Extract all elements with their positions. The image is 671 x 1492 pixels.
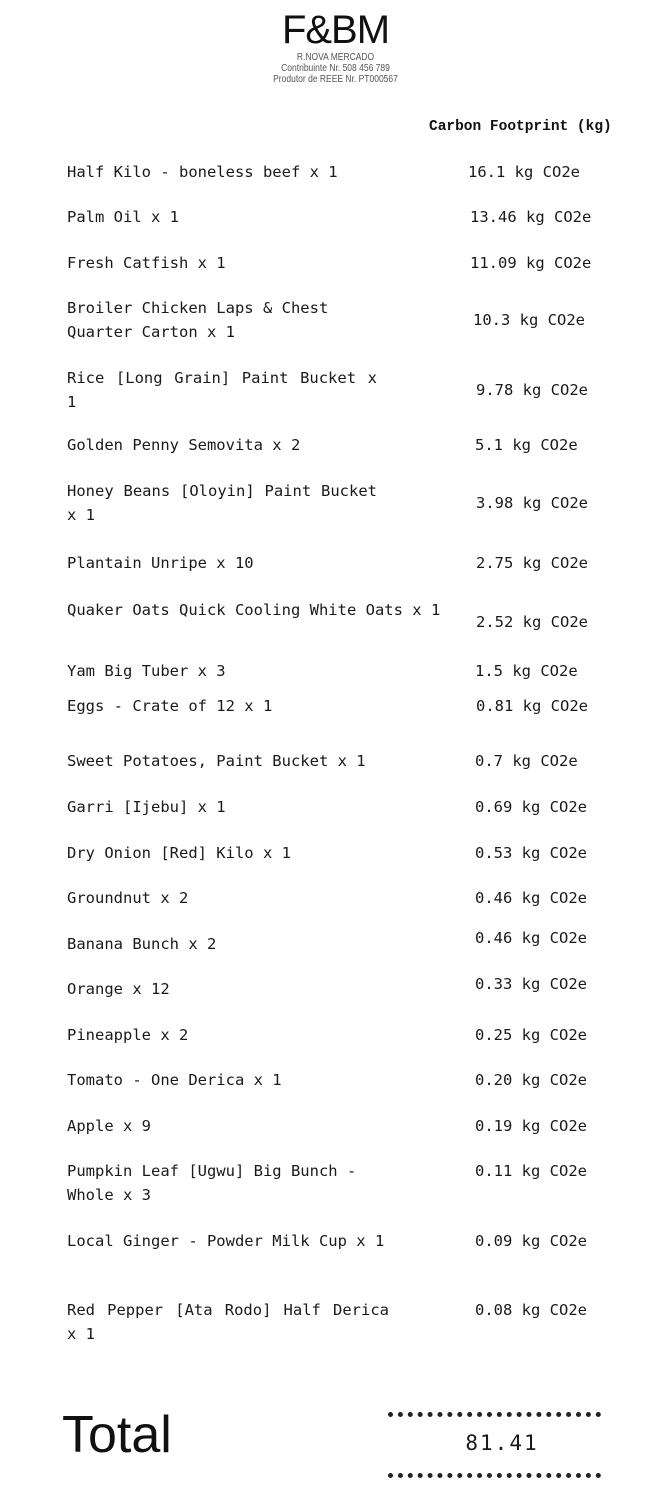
item-name: Red Pepper [Ata Rodo] Half Derica x 1 — [67, 1301, 399, 1343]
item-footprint: 1.5 kg CO2e — [475, 662, 578, 680]
item-footprint: 0.19 kg CO2e — [475, 1117, 587, 1135]
item-name: Sweet Potatoes, Paint Bucket x 1 — [67, 752, 366, 770]
item-footprint: 0.46 kg CO2e — [475, 929, 587, 947]
store-name: F&BM — [281, 8, 390, 52]
item-name: Rice [Long Grain] Paint Bucket x 1 — [67, 369, 387, 411]
item-footprint: 9.78 kg CO2e — [476, 381, 588, 399]
item-footprint: 11.09 kg CO2e — [470, 254, 592, 272]
item-name: Pumpkin Leaf [Ugwu] Big Bunch - Whole x 3 — [67, 1162, 366, 1204]
item-footprint: 0.09 kg CO2e — [475, 1232, 587, 1250]
item-name: Golden Penny Semovita x 2 — [67, 436, 301, 454]
divider-dotted-top — [388, 1412, 601, 1417]
item-name: Broiler Chicken Laps & Chest Quarter Carton x 1 — [67, 299, 338, 341]
divider-dotted-bottom — [388, 1473, 601, 1478]
item-footprint: 0.08 kg CO2e — [475, 1301, 587, 1319]
item-footprint: 16.1 kg CO2e — [468, 163, 580, 181]
item-name: Half Kilo - boneless beef x 1 — [67, 163, 338, 181]
item-footprint: 0.11 kg CO2e — [475, 1162, 587, 1180]
item-name: Fresh Catfish x 1 — [67, 254, 226, 272]
store-weee-number: Produtor de REEE Nr. PT000567 — [273, 74, 398, 85]
total-value: 81.41 — [465, 1431, 539, 1455]
item-footprint: 0.20 kg CO2e — [475, 1071, 587, 1089]
item-footprint: 0.25 kg CO2e — [475, 1026, 587, 1044]
item-footprint: 13.46 kg CO2e — [470, 208, 592, 226]
item-name: Yam Big Tuber x 3 — [67, 662, 226, 680]
store-tax-number: Contribuinte Nr. 508 456 789 — [281, 63, 390, 74]
item-name: Palm Oil x 1 — [67, 208, 179, 226]
item-footprint: 0.7 kg CO2e — [475, 752, 578, 770]
item-footprint: 0.81 kg CO2e — [476, 697, 588, 715]
item-name: Local Ginger - Powder Milk Cup x 1 — [67, 1232, 385, 1250]
item-name: Pineapple x 2 — [67, 1026, 189, 1044]
receipt-header — [0, 8, 671, 85]
store-address: R.NOVA MERCADO — [296, 52, 375, 63]
item-footprint: 0.33 kg CO2e — [475, 975, 587, 993]
item-name: Plantain Unripe x 10 — [67, 554, 254, 572]
item-footprint: 5.1 kg CO2e — [475, 436, 578, 454]
column-header: Carbon Footprint (kg) — [429, 119, 612, 135]
total-label: Total — [62, 1406, 172, 1464]
item-footprint: 3.98 kg CO2e — [476, 494, 588, 512]
item-name: Banana Bunch x 2 — [67, 935, 217, 953]
item-name: Quaker Oats Quick Cooling White Oats x 1 — [67, 601, 441, 619]
item-name: Orange x 12 — [67, 980, 170, 998]
item-footprint: 2.75 kg CO2e — [476, 554, 588, 572]
item-name: Groundnut x 2 — [67, 889, 189, 907]
item-footprint: 0.69 kg CO2e — [475, 798, 587, 816]
item-footprint: 0.46 kg CO2e — [475, 889, 587, 907]
item-name: Tomato - One Derica x 1 — [67, 1071, 282, 1089]
item-name: Dry Onion [Red] Kilo x 1 — [67, 844, 291, 862]
item-footprint: 10.3 kg CO2e — [473, 311, 585, 329]
item-name: Honey Beans [Oloyin] Paint Bucket x 1 — [67, 482, 387, 524]
item-footprint: 0.53 kg CO2e — [475, 844, 587, 862]
item-name: Eggs - Crate of 12 x 1 — [67, 697, 273, 715]
item-footprint: 2.52 kg CO2e — [476, 613, 588, 631]
item-name: Garri [Ijebu] x 1 — [67, 798, 226, 816]
item-name: Apple x 9 — [67, 1117, 151, 1135]
